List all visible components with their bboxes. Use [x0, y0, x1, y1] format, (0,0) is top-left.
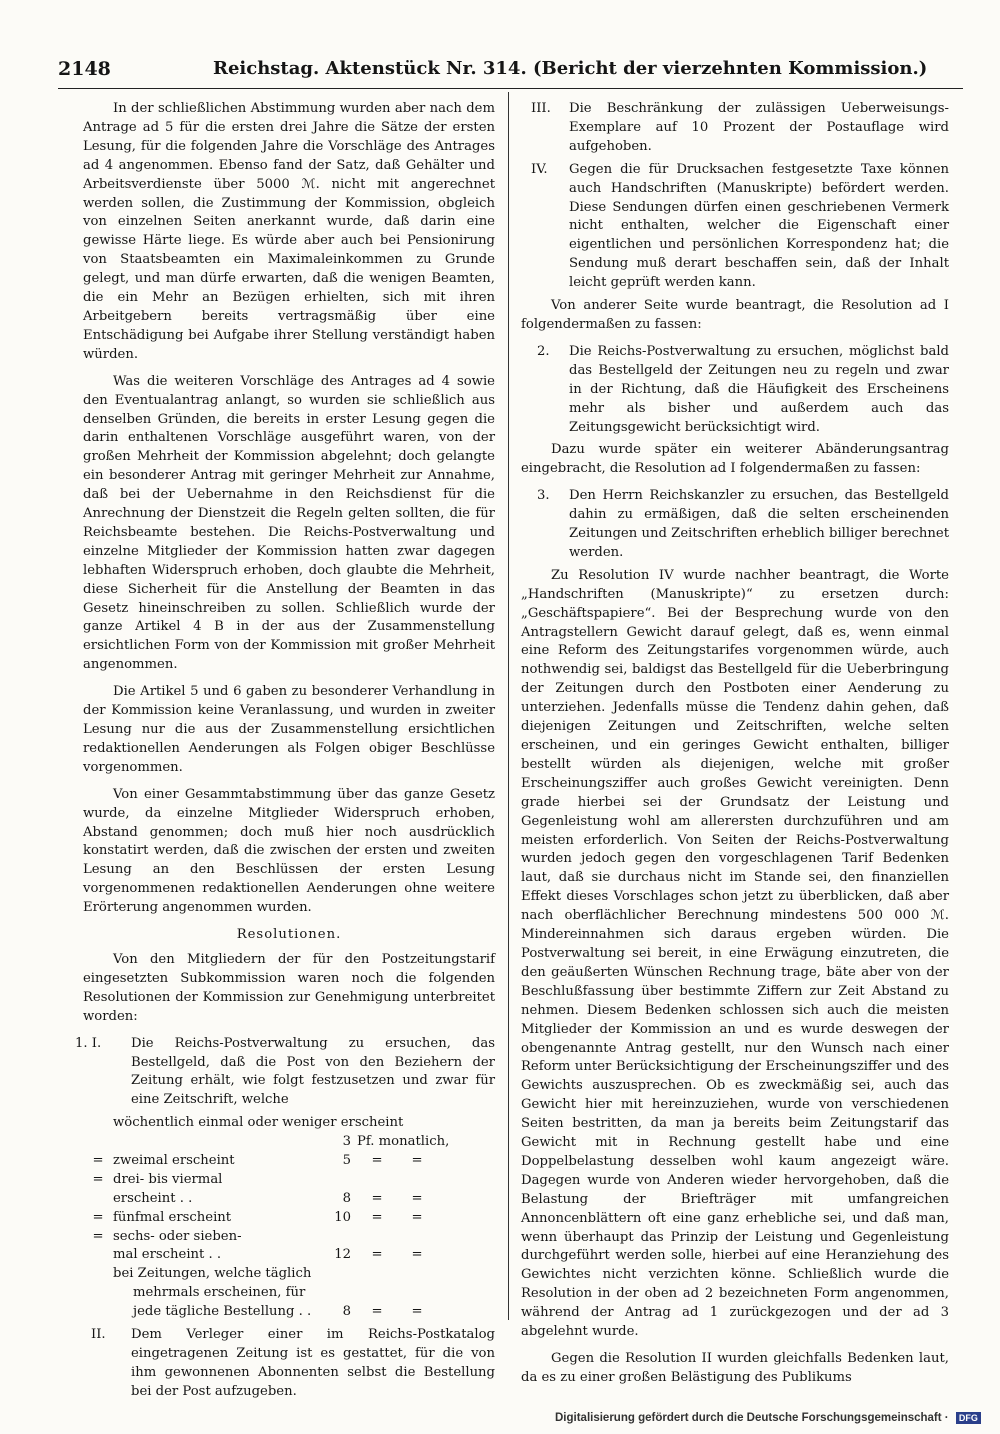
paragraph: Von einer Gesammtabstimmung über das ganze Gesetz wurde, da einzelne Mitglieder Widerspruch erhoben, Abstand genommen; doch muß hier noch ausdrücklich konstatirt werden, daß die zwischen der ersten und zweiten Lesung an den Beschlüssen der ersten Lesung vorgenommenen redaktionellen Aenderungen ohne weitere Erörterung angenommen wurden. [83, 786, 495, 916]
rate-table [83, 1114, 495, 1322]
resolution-item-4 [521, 161, 949, 293]
paragraph: Zu Resolution IV wurde nachher beantragt, die Worte „Handschriften (Manuskripte)“ zu ersetzen durch: „Geschäftspapiere“. Bei der Besprechung wurde von den Antragstellern Gewicht darauf gelegt, daß es, wenn einmal eine Reform des Zeitungstarifes vorgenommen würde, auch nothwendig sei, baldigst das Bestellgeld für die Ueberbringung der Zeitungen durch den Postboten einer Aenderung zu unterziehen. Jedenfalls müsse die Tendenz dahin gehen, daß diejenigen Zeitungen und Zeitschriften, welche selten erscheinen, und ein geringes Gewicht enthalten, billiger bestellt würden als diejenigen, welche mit großer Erscheinungsziffer auch großes Gewicht vereinigten. Denn grade hierbei sei der Grundsatz der Leistung und Gegenleistung wohl am allerersten durchzuführen und am meisten erforderlich. Von Seiten der Reichs-Postverwaltung wurden jedoch gegen den vorgeschlagenen Tarif Bedenken laut, daß sie durchaus nicht im Stande sei, den finanziellen Effekt dieses Vorschlages schon jetzt zu überblicken, daß aber nach oberflächlicher Berechnung mindestens 500 000 ℳ. Mindereinnahmen sich daraus ergeben würden. Die Postverwaltung sei bereit, in eine Erwägung einzutreten, die den geäußerten Wünschen Rechnung trage, bäte aber von der Beschlußfassung über bestimmte Ziffern zur Zeit Abstand zu nehmen. Diesem Bedenken schlossen sich auch die meisten Mitglieder der Kommission an und es wurde deswegen der obengenannte Antrag gestellt, nur den Wunsch nach einer Reform unter Berücksichtigung der Erscheinungsziffer und des Gewichts auszusprechen. Ob es zweckmäßig sei, auch das Gewicht hier mit hereinzuziehen, wurde von verschiedenen Seiten bestritten, da man ja bereits beim Zeitungstarif das Gewicht mit in Rechnung gestellt habe und eine Doppelbelastung desselben wohl kaum angezeigt wäre. Dagegen wurde von Anderen wieder hervorgehoben, daß die Belastung der Briefträger mit umfangreichen Annoncenblättern oft eine ganz erhebliche sei, und daß man, wenn überhaupt das Prinzip der Leistung und Gegenleistung durchgeführt werden solle, hierbei auf eine Heranziehung des Gewichtes nicht verzichten könne. Schließlich wurde die Resolution in der oben ad 2 bezeichneten Form angenommen, während der Antrag ad 1 zurückgezogen und der ad 3 abgelehnt wurde. [521, 567, 949, 1340]
resolution-item-2-alt [521, 343, 949, 438]
item-number: IV. [531, 161, 548, 177]
dfg-logo: DFG [956, 1412, 981, 1424]
ditto-mark: = [92, 1228, 104, 1244]
section-heading: Resolutionen. [236, 927, 342, 943]
rate-row [83, 1114, 495, 1133]
item-text: Die Beschränkung der zulässigen Ueberweisungs-Exemplare auf 10 Prozent der Postauflage wird aufgehoben. [569, 101, 949, 154]
ditto-mark: = [411, 1153, 423, 1168]
rate-label: wöchentlich einmal oder weniger erscheint [113, 1115, 404, 1131]
rate-row [83, 1284, 495, 1303]
item-number: II. [91, 1327, 106, 1343]
item-text: Gegen die für Drucksachen festgesetzte Taxe können auch Handschriften (Manuskripte) befördert werden. Diese Sendungen dürfen einen geschriebenen Vermerk nicht enthalten, welcher die Eigenschaft einer eigentlichen und persönlichen Korrespondenz hat; die Sendung muß derart beschaffen sein, daß der Inhalt leicht geprüft werden kann. [569, 161, 949, 291]
ditto-mark: = [411, 1190, 423, 1206]
rate-label: mal erscheint . . [113, 1247, 222, 1263]
paragraph: Von anderer Seite wurde beantragt, die Resolution ad I folgendermaßen zu fassen: [521, 298, 949, 332]
ditto-mark: = [411, 1304, 423, 1320]
page-number: 2148 [58, 58, 111, 80]
item-number: III. [531, 101, 551, 116]
rate-label: bei Zeitungen, welche täglich [113, 1266, 312, 1282]
paragraph: Was die weiteren Vorschläge des Antrages ad 4 sowie den Eventualantrag anlangt, so wurden sie schließlich aus denselben Gründen, die bereits in erster Lesung gegen die darin enthaltenen Vorschläge ausgeführt waren, von der großen Mehrheit der Kommission abgelehnt; doch gelangte ein besonderer Antrag mit geringer Mehrheit zur Annahme, daß bei der Uebernahme in den Reichsdienst für die Anrechnung der Dienstzeit die Regeln gelten sollten, die für Reichsbeamte bestehen. Die Reichs-Postverwaltung und einzelne Mitglieder der Kommission hatten zwar dagegen lebhaften Widerspruch erhoben, doch glaubte die Mehrheit, diese Sicherheit für die Anstellung der Beamten in das Gesetz hineinschreiben zu sollen. Schließlich wurde der ganze Artikel 4 B in der aus der Zusammenstellung ersichtlichen Form von der Kommission mit großer Mehrheit angenommen. [83, 373, 495, 673]
rate-value: 8 [342, 1190, 351, 1206]
running-title: Reichstag. Aktenstück Nr. 314. (Bericht der vierzehnten Kommission.) [213, 58, 928, 79]
paragraph: In der schließlichen Abstimmung wurden aber nach dem Antrage ad 5 für die ersten drei Jahre die Sätze der ersten Lesung, für die folgenden Jahre die Vorschläge des Antrages ad 4 angenommen. Ebenso fand der Satz, daß Gehälter und Arbeitsverdienste über 5000 ℳ. nicht mit angerechnet werden sollen, die Zustimmung der Kommission, obgleich von einzelnen Seiten anerkannt wurde, daß darin eine gewisse Härte liege. Es würde aber auch bei Pensionirung von Staatsbeamten ein Maximaleinkommen zu Grunde gelegt, und man dürfe erwarten, daß die wenigen Beamten, die ein Mehr an Bezügen erhielten, sich mit ihren Arbeitgebern bereits vertragsmäßig über eine Entschädigung bei Aufgabe ihrer Stellung verständigt haben würden. [83, 101, 495, 362]
resolution-item-3 [521, 100, 949, 157]
ditto-mark: = [371, 1209, 383, 1225]
right-column [521, 100, 949, 1396]
ditto-mark: = [371, 1190, 383, 1206]
ditto-mark: = [411, 1209, 423, 1225]
header-rule [58, 88, 963, 89]
rate-value: 10 [334, 1209, 351, 1225]
item-text: Die Reichs-Postverwaltung zu ersuchen, möglichst bald das Bestellgeld der Zeitungen neu zu regeln und zwar in der Richtung, daß die Häufigkeit des Erscheinens mehr als bisher und außerdem auch das Zeitungsgewicht berücksichtigt wird. [569, 343, 949, 435]
ditto-mark: = [411, 1247, 423, 1263]
paragraph: Die Artikel 5 und 6 gaben zu besonderer Verhandlung in der Kommission keine Veranlassung, und wurden in zweiter Lesung nur die aus der Zusammenstellung ersichtlichen redaktionellen Aenderungen als Folgen obiger Beschlüsse vorgenommen. [83, 684, 495, 775]
rate-unit: Pf. monatlich, [357, 1134, 450, 1150]
item-text: Den Herrn Reichskanzler zu ersuchen, das Bestellgeld dahin zu ermäßigen, daß die selten erscheinenden Zeitungen und Zeitschriften erheblich billiger berechnet werden. [569, 488, 949, 560]
rate-label: drei- bis viermal [113, 1171, 223, 1187]
rate-value: 12 [334, 1247, 351, 1263]
ditto-mark: = [371, 1247, 383, 1263]
rate-row [83, 1171, 495, 1190]
rate-row [83, 1190, 495, 1209]
rate-row [83, 1246, 495, 1265]
left-column [75, 100, 495, 1406]
resolution-item-1 [75, 1035, 495, 1111]
ditto-mark: = [92, 1209, 104, 1225]
rate-label: sechs- oder sieben- [113, 1228, 242, 1244]
item-number: 1. I. [75, 1035, 102, 1051]
rate-row [83, 1133, 495, 1152]
paragraph: Von den Mitgliedern der für den Postzeitungstarif eingesetzten Subkommission waren noch die folgenden Resolutionen der Kommission zur Genehmigung unterbreitet worden: [83, 951, 495, 1024]
rate-label: mehrmals erscheinen, für [133, 1285, 306, 1301]
rate-label: fünfmal erscheint [113, 1209, 232, 1225]
digitization-credit [555, 1412, 978, 1430]
rate-label: zweimal erscheint [113, 1153, 235, 1168]
item-number: 3. [537, 488, 550, 504]
ditto-mark: = [371, 1153, 383, 1168]
paragraph: Gegen die Resolution II wurden gleichfalls Bedenken laut, da es zu einer großen Belästigung des Publikums [521, 1351, 949, 1385]
rate-row [83, 1265, 495, 1284]
rate-value: 8 [342, 1304, 351, 1320]
page-header [58, 58, 958, 84]
ditto-mark: = [92, 1171, 104, 1187]
rate-row [83, 1152, 495, 1171]
resolution-item-3-alt [521, 487, 949, 563]
rate-value: 5 [342, 1153, 351, 1168]
column-divider [508, 92, 509, 1320]
rate-label: erscheint . . [113, 1190, 193, 1206]
resolution-item-2 [83, 1326, 495, 1402]
credit-text: Digitalisierung gefördert durch die Deutsche Forschungsgemeinschaft · [555, 1412, 949, 1425]
item-text: Die Reichs-Postverwaltung zu ersuchen, das Bestellgeld, daß die Post von den Beziehern der Zeitung erhält, wie folgt festzusetzen und zwar für eine Zeitschrift, welche [131, 1035, 495, 1108]
item-number: 2. [537, 343, 550, 359]
item-text: Dem Verleger einer im Reichs-Postkatalog eingetragenen Zeitung ist es gestattet, für die von ihm gewonnenen Abonnenten selbst die Bestellung bei der Post aufzugeben. [131, 1327, 495, 1399]
rate-value: 3 [342, 1134, 351, 1150]
rate-row [83, 1209, 495, 1228]
rate-row [83, 1303, 495, 1322]
rate-label: jede tägliche Bestellung . . [133, 1304, 312, 1320]
paragraph: Dazu wurde später ein weiterer Abänderungsantrag eingebracht, die Resolution ad I folgendermaßen zu fassen: [521, 442, 949, 477]
ditto-mark: = [92, 1153, 104, 1168]
rate-row [83, 1228, 495, 1247]
ditto-mark: = [371, 1304, 383, 1320]
